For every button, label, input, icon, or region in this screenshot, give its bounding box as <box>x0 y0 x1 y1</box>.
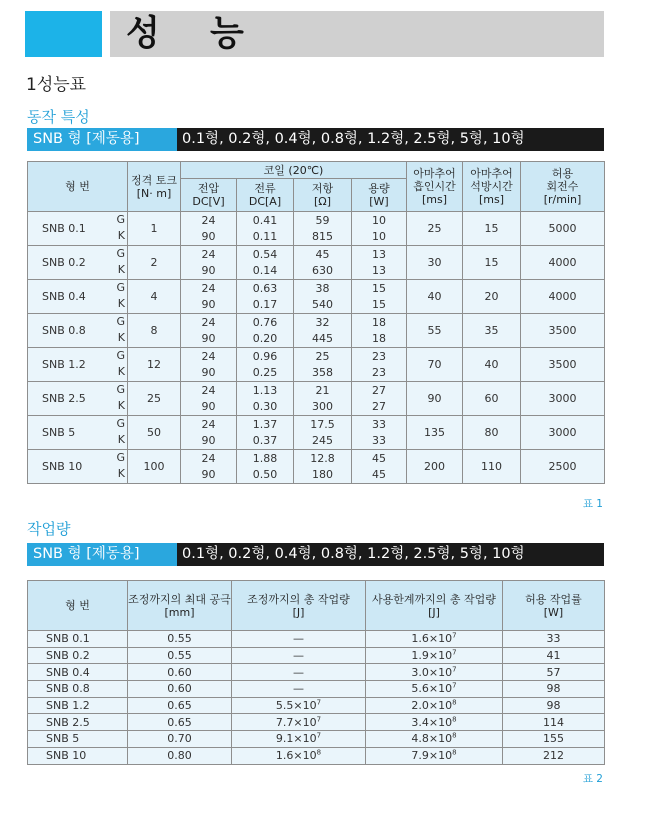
table-row <box>28 697 605 714</box>
workload-table <box>27 580 605 765</box>
attract-cell: 25 <box>407 212 463 246</box>
table-row <box>28 450 605 484</box>
section-label-workload: 작업량 <box>27 520 71 538</box>
table-row <box>28 681 605 698</box>
attract-cell: 70 <box>407 348 463 382</box>
work-adjust-cell: $7.7\times 10^7$ <box>232 714 366 731</box>
resistance-cell: 21 300 <box>294 382 352 416</box>
table-row <box>28 747 605 764</box>
header-current: 전류 DC[A] <box>237 179 294 212</box>
speed-cell: 4000 <box>521 246 605 280</box>
voltage-cell: 24 90 <box>181 314 237 348</box>
resistance-cell: 59 815 <box>294 212 352 246</box>
model-cell: SNB 10 G K <box>28 450 128 484</box>
header-speed: 허용 회전수 [r/min] <box>521 162 605 212</box>
current-cell: 1.88 0.50 <box>237 450 294 484</box>
table-row <box>28 416 605 450</box>
release-cell: 80 <box>463 416 521 450</box>
current-cell: 0.63 0.17 <box>237 280 294 314</box>
header-coil: 코일 (20℃) <box>181 162 407 179</box>
model-cell: SNB 0.1 G K <box>28 212 128 246</box>
speed-cell: 3500 <box>521 314 605 348</box>
table-caption-1: 표 1 <box>582 498 603 510</box>
gap-cell: 0.55 <box>128 631 232 648</box>
capacity-cell: 27 27 <box>352 382 407 416</box>
rate-cell: 41 <box>503 647 605 664</box>
header-work-to-limit: 사용한계까지의 총 작업량 [J] <box>366 581 503 631</box>
resistance-cell: 12.8 180 <box>294 450 352 484</box>
speed-cell: 3000 <box>521 382 605 416</box>
series-models: 0.1형, 0.2형, 0.4형, 0.8형, 1.2형, 2.5형, 5형, 10형 <box>182 131 525 147</box>
current-cell: 0.41 0.11 <box>237 212 294 246</box>
attract-cell: 90 <box>407 382 463 416</box>
torque-cell: 1 <box>128 212 181 246</box>
model-cell: SNB 0.8 <box>28 681 128 698</box>
rate-cell: 155 <box>503 731 605 748</box>
table-row <box>28 631 605 648</box>
table-row <box>28 647 605 664</box>
torque-cell: 25 <box>128 382 181 416</box>
gap-cell: 0.55 <box>128 647 232 664</box>
table-row <box>28 314 605 348</box>
model-cell: SNB 1.2 <box>28 697 128 714</box>
torque-cell: 12 <box>128 348 181 382</box>
torque-cell: 8 <box>128 314 181 348</box>
capacity-cell: 15 15 <box>352 280 407 314</box>
torque-cell: 4 <box>128 280 181 314</box>
series-label: SNB 형 [제동용] <box>27 543 177 566</box>
table-row <box>28 246 605 280</box>
model-cell: SNB 0.4 G K <box>28 280 128 314</box>
attract-cell: 55 <box>407 314 463 348</box>
header-torque: 정격 토크 [N· m] <box>128 162 181 212</box>
capacity-cell: 10 10 <box>352 212 407 246</box>
header-divider <box>102 11 110 57</box>
release-cell: 35 <box>463 314 521 348</box>
model-cell: SNB 1.2 G K <box>28 348 128 382</box>
resistance-cell: 25 358 <box>294 348 352 382</box>
work-adjust-cell: — <box>232 681 366 698</box>
gap-cell: 0.60 <box>128 681 232 698</box>
header-resistance: 저항 [Ω] <box>294 179 352 212</box>
rate-cell: 114 <box>503 714 605 731</box>
capacity-cell: 18 18 <box>352 314 407 348</box>
attract-cell: 200 <box>407 450 463 484</box>
subtitle: 1성능표 <box>26 75 87 95</box>
work-limit-cell: $3.4\times 10^8$ <box>366 714 503 731</box>
header-work-rate: 허용 작업률 [W] <box>503 581 605 631</box>
voltage-cell: 24 90 <box>181 416 237 450</box>
work-adjust-cell: $5.5\times 10^7$ <box>232 697 366 714</box>
series-bar-2 <box>27 543 604 566</box>
work-limit-cell: $2.0\times 10^8$ <box>366 697 503 714</box>
capacity-cell: 33 33 <box>352 416 407 450</box>
release-cell: 60 <box>463 382 521 416</box>
capacity-cell: 23 23 <box>352 348 407 382</box>
speed-cell: 3000 <box>521 416 605 450</box>
release-cell: 20 <box>463 280 521 314</box>
attract-cell: 135 <box>407 416 463 450</box>
torque-cell: 100 <box>128 450 181 484</box>
table-row <box>28 280 605 314</box>
header-release-time: 아마추어 석방시간 [ms] <box>463 162 521 212</box>
table-caption-2: 표 2 <box>582 773 603 785</box>
operation-characteristics-table <box>27 161 605 484</box>
model-cell: SNB 0.8 G K <box>28 314 128 348</box>
series-label: SNB 형 [제동용] <box>27 128 177 151</box>
work-limit-cell: $3.0\times 10^7$ <box>366 664 503 681</box>
model-cell: SNB 0.2 G K <box>28 246 128 280</box>
release-cell: 15 <box>463 212 521 246</box>
model-cell: SNB 0.2 <box>28 647 128 664</box>
rate-cell: 98 <box>503 697 605 714</box>
work-limit-cell: $1.9\times 10^7$ <box>366 647 503 664</box>
header-capacity: 용량 [W] <box>352 179 407 212</box>
voltage-cell: 24 90 <box>181 212 237 246</box>
voltage-cell: 24 90 <box>181 348 237 382</box>
table-row <box>28 382 605 416</box>
rate-cell: 57 <box>503 664 605 681</box>
work-limit-cell: $4.8\times 10^8$ <box>366 731 503 748</box>
work-adjust-cell: — <box>232 664 366 681</box>
resistance-cell: 45 630 <box>294 246 352 280</box>
speed-cell: 4000 <box>521 280 605 314</box>
model-cell: SNB 0.1 <box>28 631 128 648</box>
voltage-cell: 24 90 <box>181 246 237 280</box>
model-cell: SNB 5 <box>28 731 128 748</box>
voltage-cell: 24 90 <box>181 280 237 314</box>
speed-cell: 3500 <box>521 348 605 382</box>
gap-cell: 0.60 <box>128 664 232 681</box>
torque-cell: 50 <box>128 416 181 450</box>
release-cell: 15 <box>463 246 521 280</box>
series-bar-1 <box>27 128 604 151</box>
model-cell: SNB 5 G K <box>28 416 128 450</box>
speed-cell: 5000 <box>521 212 605 246</box>
table-row <box>28 348 605 382</box>
model-cell: SNB 2.5 <box>28 714 128 731</box>
work-limit-cell: $7.9\times 10^8$ <box>366 747 503 764</box>
work-limit-cell: $1.6\times 10^7$ <box>366 631 503 648</box>
header-voltage: 전압 DC[V] <box>181 179 237 212</box>
gap-cell: 0.70 <box>128 731 232 748</box>
capacity-cell: 45 45 <box>352 450 407 484</box>
model-cell: SNB 10 <box>28 747 128 764</box>
gap-cell: 0.80 <box>128 747 232 764</box>
header-model: 형 번 <box>28 581 128 631</box>
header-model: 형 번 <box>28 162 128 212</box>
capacity-cell: 13 13 <box>352 246 407 280</box>
current-cell: 0.96 0.25 <box>237 348 294 382</box>
table-row <box>28 664 605 681</box>
torque-cell: 2 <box>128 246 181 280</box>
current-cell: 1.37 0.37 <box>237 416 294 450</box>
attract-cell: 40 <box>407 280 463 314</box>
model-cell: SNB 2.5 G K <box>28 382 128 416</box>
gap-cell: 0.65 <box>128 714 232 731</box>
attract-cell: 30 <box>407 246 463 280</box>
voltage-cell: 24 90 <box>181 450 237 484</box>
model-cell: SNB 0.4 <box>28 664 128 681</box>
resistance-cell: 17.5 245 <box>294 416 352 450</box>
header-accent-square <box>25 11 102 57</box>
table-row <box>28 731 605 748</box>
current-cell: 0.76 0.20 <box>237 314 294 348</box>
work-limit-cell: $5.6\times 10^7$ <box>366 681 503 698</box>
rate-cell: 98 <box>503 681 605 698</box>
current-cell: 1.13 0.30 <box>237 382 294 416</box>
table-row <box>28 714 605 731</box>
work-adjust-cell: — <box>232 647 366 664</box>
release-cell: 40 <box>463 348 521 382</box>
rate-cell: 212 <box>503 747 605 764</box>
resistance-cell: 32 445 <box>294 314 352 348</box>
header-max-gap: 조정까지의 최대 공극 [mm] <box>128 581 232 631</box>
current-cell: 0.54 0.14 <box>237 246 294 280</box>
release-cell: 110 <box>463 450 521 484</box>
header-work-to-adjust: 조정까지의 총 작업량 [J] <box>232 581 366 631</box>
gap-cell: 0.65 <box>128 697 232 714</box>
page-title: 성 능 <box>126 14 263 54</box>
work-adjust-cell: — <box>232 631 366 648</box>
work-adjust-cell: $9.1\times 10^7$ <box>232 731 366 748</box>
section-label-operation: 동작 특성 <box>27 108 90 126</box>
resistance-cell: 38 540 <box>294 280 352 314</box>
header-attract-time: 아마추어 흡인시간 [ms] <box>407 162 463 212</box>
series-models: 0.1형, 0.2형, 0.4형, 0.8형, 1.2형, 2.5형, 5형, 10형 <box>182 546 525 562</box>
table-row <box>28 212 605 246</box>
rate-cell: 33 <box>503 631 605 648</box>
speed-cell: 2500 <box>521 450 605 484</box>
voltage-cell: 24 90 <box>181 382 237 416</box>
work-adjust-cell: $1.6\times 10^8$ <box>232 747 366 764</box>
